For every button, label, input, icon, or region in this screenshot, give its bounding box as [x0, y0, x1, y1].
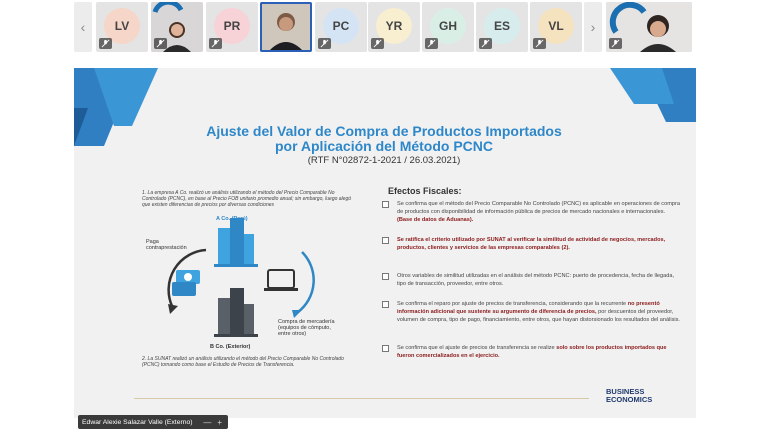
- logo-line-2: ECONOMICS: [606, 395, 653, 404]
- decorative-banner-left: [74, 68, 164, 146]
- building-b-icon: [214, 288, 258, 337]
- effect-highlight: solo sobre los productos importados que fueron comercializados en el ejercicio.: [397, 345, 667, 359]
- checkbox-icon: [382, 345, 389, 352]
- mic-muted-icon: [154, 38, 167, 49]
- logo-line-1: BUSINESS: [606, 387, 645, 396]
- avatar: ES: [484, 8, 520, 44]
- participant-tile[interactable]: [315, 2, 367, 52]
- effect-highlight: no presentó información adicional que sustente su argumento de diferencia de precios,: [397, 301, 660, 315]
- slide-title-line-2: por Aplicación del Método PCNC: [274, 138, 494, 154]
- case-text-1: 1. La empresa A Co. realizó un análisis utilizando el método del Precio Comparable No Controlado (PCNC), en base al Precio FOB unitario promedio anual; sin embargo, luego alegó que existen diferencias de precios por diversas condiciones: [142, 190, 352, 208]
- checkbox-icon: [382, 273, 389, 280]
- avatar: GH: [430, 8, 466, 44]
- avatar: LV: [104, 8, 140, 44]
- participant-video-tile-active-speaker[interactable]: [260, 2, 312, 52]
- gallery-next-button[interactable]: ›: [584, 2, 602, 52]
- effect-text: por descuentos del proveedor, volumen de compra, tipo de pago, financiamiento, entre otros, que hayan distorsionado los resultados del análisis.: [397, 309, 680, 323]
- speaker-name-tag[interactable]: [78, 415, 228, 429]
- business-economics-logo: [606, 388, 686, 404]
- effect-text: Se confirma el reparo por ajuste de precios de transferencia, considerando que la recurrente: [397, 301, 628, 307]
- effect-highlight: Se ratifica el criterio utilizado por SUNAT al verificar la similitud de actividad de negocios, mercados, productos, clientes y servicios de las empresas comparables (2).: [397, 237, 666, 251]
- minimize-icon[interactable]: —: [203, 417, 212, 427]
- avatar: YR: [376, 8, 412, 44]
- effect-text: Se confirma que el método del Precio Comparable No Controlado (PCNC) es aplicable en operaciones de compra de productos con disponibilidad de información pública de precios de mercado nacionales e internacionales.: [397, 201, 680, 215]
- participant-tile[interactable]: [422, 2, 474, 52]
- gallery-prev-button[interactable]: ‹: [74, 2, 92, 52]
- participant-video-feed: [260, 2, 312, 52]
- effect-text: Otros variables de similitud utilizadas en el análisis del método PCNC: puerto de procedencia, fecha de llegada, tipo de transacción, proveedor, entre otros.: [397, 273, 675, 287]
- slide-title: [194, 124, 574, 154]
- laptop-icon: [264, 270, 298, 291]
- mic-muted-icon: [533, 38, 546, 49]
- mic-muted-icon: [371, 38, 384, 49]
- mic-muted-icon: [318, 38, 331, 49]
- mic-muted-icon: [425, 38, 438, 49]
- label-b-co: B Co. (Exterior): [210, 344, 251, 350]
- divider: [134, 398, 589, 399]
- avatar: PC: [323, 8, 359, 44]
- checkbox-icon: [382, 237, 389, 244]
- mic-muted-icon: [209, 38, 222, 49]
- label-paga-contraprestacion: Paga contraprestación: [146, 239, 187, 251]
- mic-muted-icon: [99, 38, 112, 49]
- case-text-2: 2. La SUNAT realizó un análisis utilizando el método del Precio Comparable No Controlado (PCNC) tomando como base el Estudio de Precios de Transferencia.: [142, 356, 344, 368]
- checkbox-icon: [382, 201, 389, 208]
- mic-muted-icon: [479, 38, 492, 49]
- money-icon: [172, 270, 200, 296]
- participant-video-tile[interactable]: [151, 2, 203, 52]
- participant-tile[interactable]: [368, 2, 420, 52]
- participant-tile[interactable]: [206, 2, 258, 52]
- label-a-co: A Co. (Perú): [216, 216, 248, 222]
- shared-screen: [74, 68, 696, 418]
- participant-tile[interactable]: [96, 2, 148, 52]
- avatar: VL: [538, 8, 574, 44]
- decorative-banner-right: [610, 68, 696, 122]
- slide-title-line-1: Ajuste del Valor de Compra de Productos Importados: [206, 123, 562, 139]
- checkbox-icon: [382, 301, 389, 308]
- building-a-icon: [214, 218, 258, 267]
- expand-icon[interactable]: +: [217, 417, 222, 427]
- mic-muted-icon: [609, 38, 622, 49]
- label-compra-mercaderia: Compra de mercadería (equipos de cómputo, entre otros): [278, 319, 335, 337]
- participant-gallery: [0, 0, 768, 56]
- avatar: PR: [214, 8, 250, 44]
- participant-tile[interactable]: [530, 2, 582, 52]
- effect-highlight: (Base de datos de Aduanas).: [397, 217, 474, 223]
- slide-subtitle: (RTF N°02872-1-2021 / 26.03.2021): [307, 155, 461, 166]
- effects-title: Efectos Fiscales:: [388, 186, 462, 196]
- speaker-name: Edwar Alexie Salazar Valle (Externo): [82, 418, 193, 426]
- self-view-video-tile[interactable]: [606, 2, 692, 52]
- participant-tile[interactable]: [476, 2, 528, 52]
- flow-arrow-right-icon: [298, 252, 314, 312]
- effect-text: Se confirma que el ajuste de precios de transferencia se realize: [397, 345, 557, 351]
